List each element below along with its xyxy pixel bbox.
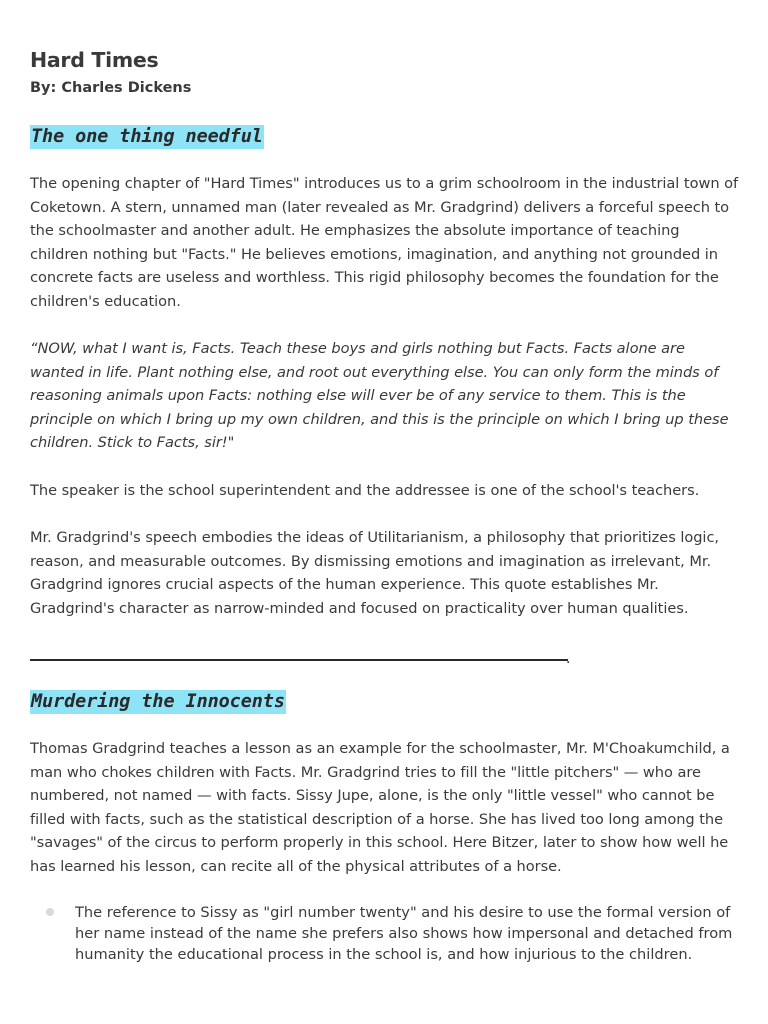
bullet-dot-icon	[46, 908, 54, 916]
paragraph-utilitarianism-analysis: Mr. Gradgrind's speech embodies the ideas of Utilitarianism, a philosophy that prioritizes logic, reason, and measurable outcomes. By dismissing emotions and imagination as irrelevant, Mr. Gradgrind ignores crucial aspects of the human experience. This quote establishes Mr. Gradgrind's character as narrow-minded and focused on practicality over human qualities.	[30, 529, 720, 617]
paragraph-lesson-summary: Thomas Gradgrind teaches a lesson as an example for the schoolmaster, Mr. M'Choakumchild, a man who chokes children with Facts. Mr. Gradgrind tries to fill the "little pitchers" — who are numbered, not named — with facts. Sissy Jupe, alone, is the only "little vessel" who cannot be filled with facts, such as the statistical description of a horse. She has lived too long among the "savages" of the circus to perform properly in this school. Here Bitzer, later to show how well he has learned his lesson, can recite all of the physical attributes of a horse.	[30, 740, 730, 875]
paragraph-gradgrind-quote: “NOW, what I want is, Facts. Teach these boys and girls nothing but Facts. Facts alone are wanted in life. Plant nothing else, and root out everything else. You can only form the minds of reasoning animals upon Facts: nothing else will ever be of any service to them. This is the principle on which I bring up my own children, and this is the principle on which I bring up these children. Stick to Facts, sir!"	[30, 340, 729, 451]
section-heading-one-thing-needful	[30, 126, 264, 147]
separator-period: .	[566, 651, 571, 667]
highlighted-heading-text: Murdering the Innocents	[31, 691, 285, 712]
document-title: Hard Times	[30, 48, 159, 72]
horizontal-separator-line	[30, 659, 568, 661]
highlighted-heading-text: The one thing needful	[31, 126, 263, 147]
bullet-text: The reference to Sissy as "girl number twenty" and his desire to use the formal version of her name instead of the name she prefers also shows how impersonal and detached from humanity the educational process in the school is, and how injurious to the children.	[75, 904, 733, 963]
document-author: By: Charles Dickens	[30, 80, 192, 96]
bullet-list	[30, 902, 742, 965]
paragraph-opening-summary: The opening chapter of "Hard Times" introduces us to a grim schoolroom in the industrial town of Coketown. A stern, unnamed man (later revealed as Mr. Gradgrind) delivers a forceful speech to the schoolmaster and another adult. He emphasizes the absolute importance of teaching children nothing but "Facts." He believes emotions, imagination, and anything not grounded in concrete facts are useless and worthless. This rigid philosophy becomes the foundation for the children's education.	[30, 175, 739, 310]
paragraph-speaker-note: The speaker is the school superintendent and the addressee is one of the school's teachers.	[30, 482, 700, 499]
list-item	[30, 902, 742, 965]
section-heading-murdering-innocents	[30, 691, 286, 712]
